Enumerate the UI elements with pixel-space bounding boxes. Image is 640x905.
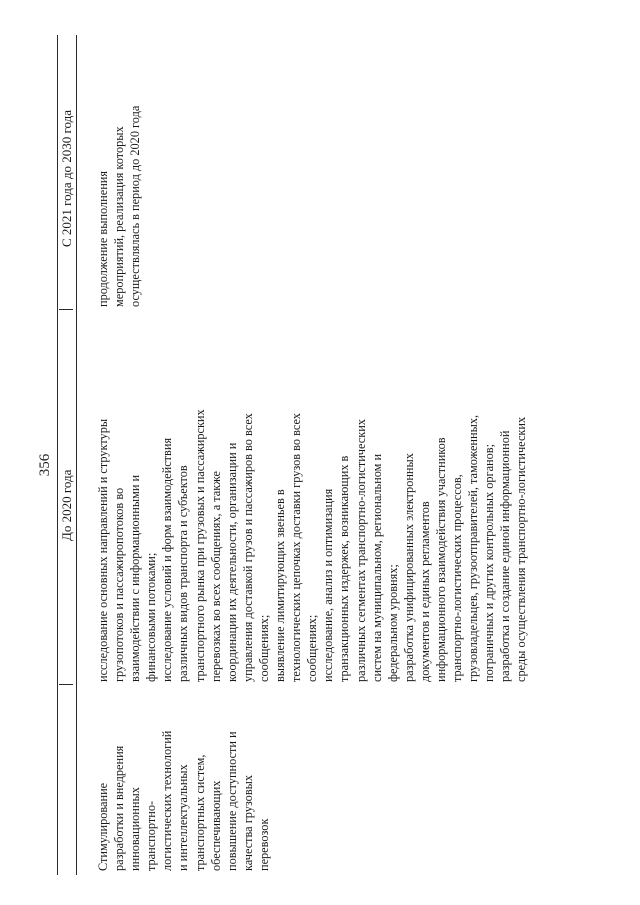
activity-line: грузопотоков и пассажиропотоков во xyxy=(112,487,127,682)
activity-line: исследование условий и форм взаимодействия xyxy=(160,437,175,682)
activity-line: различных сегментах транспортно-логистических xyxy=(353,419,368,682)
activity-line: среды осуществления транспортно-логистических xyxy=(514,416,529,682)
header-2021-2030: С 2021 года до 2030 года xyxy=(59,109,74,247)
header-until-2020: До 2020 года xyxy=(59,469,74,541)
task-column xyxy=(95,731,272,871)
task-line: логистических технологий xyxy=(160,730,175,871)
activity-line: транзакционных издержек, возникающих в xyxy=(337,455,352,682)
header-divider xyxy=(59,684,73,685)
table-top-border xyxy=(57,35,58,875)
activity-line: управления доставкой грузов и пассажиров во всех xyxy=(240,413,255,682)
continuation-line: продолжение выполнения xyxy=(96,170,110,307)
activity-line: исследование основных направлений и структуры xyxy=(96,418,110,682)
until-2020-column xyxy=(95,409,530,682)
task-line: Стимулирование xyxy=(96,782,110,871)
2021-2030-column xyxy=(95,106,143,307)
activity-line: документов и единых регламентов xyxy=(417,501,432,682)
task-line: качества грузовых xyxy=(240,774,255,871)
continuation-line: мероприятий, реализация которых xyxy=(112,126,127,307)
activity-line: систем на муниципальном, региональном и xyxy=(369,453,384,682)
activity-line: федеральном уровнях; xyxy=(385,564,400,682)
task-line: транспортных систем, xyxy=(192,754,207,871)
document-code xyxy=(0,715,1,775)
activity-line: разработка унифицированных электронных xyxy=(401,453,416,682)
task-line: перевозок xyxy=(256,818,271,871)
activity-line: выявление лимитирующих звеньев в xyxy=(273,489,288,682)
task-line: разработки и внедрения xyxy=(112,745,127,871)
activity-line: исследование, анализ и оптимизация xyxy=(321,488,336,682)
activity-line: технологических цепочках доставки грузов во всех xyxy=(289,413,304,682)
rotated-table xyxy=(35,35,595,875)
activity-line: информационного взаимодействия участников xyxy=(433,437,448,682)
activity-line: перевозках во всех сообщениях, а также xyxy=(208,471,223,682)
activity-line: разработка и создание единой информационной xyxy=(498,430,513,682)
header-bottom-border xyxy=(76,35,77,875)
activity-line: взаимодействии с информационными и xyxy=(128,474,143,682)
header-divider xyxy=(59,309,73,310)
activity-line: финансовыми потоками; xyxy=(144,552,159,682)
activity-line: сообщениях; xyxy=(305,614,320,682)
task-line: инновационных xyxy=(128,787,143,871)
activity-line: грузовладельцев, грузоотправителей, таможенных, xyxy=(466,414,481,682)
activity-line: координации их деятельности, организации и xyxy=(224,442,239,682)
activity-line: различных видов транспорта и субъектов xyxy=(176,465,191,682)
activity-line: пограничных и других контрольных органов; xyxy=(482,444,497,682)
page-number: 356 xyxy=(37,453,53,477)
activity-line: транспортно-логистических процессов, xyxy=(450,474,465,682)
activity-line: транспортного рынка при грузовых и пассажирских xyxy=(192,409,207,682)
task-line: транспортно- xyxy=(144,800,159,871)
continuation-line: осуществлялась в период до 2020 года xyxy=(128,105,143,307)
task-line: повышение доступности и xyxy=(224,731,239,871)
task-line: и интеллектуальных xyxy=(176,764,191,871)
task-line: обеспечивающих xyxy=(208,780,223,871)
activity-line: сообщениях; xyxy=(256,614,271,682)
